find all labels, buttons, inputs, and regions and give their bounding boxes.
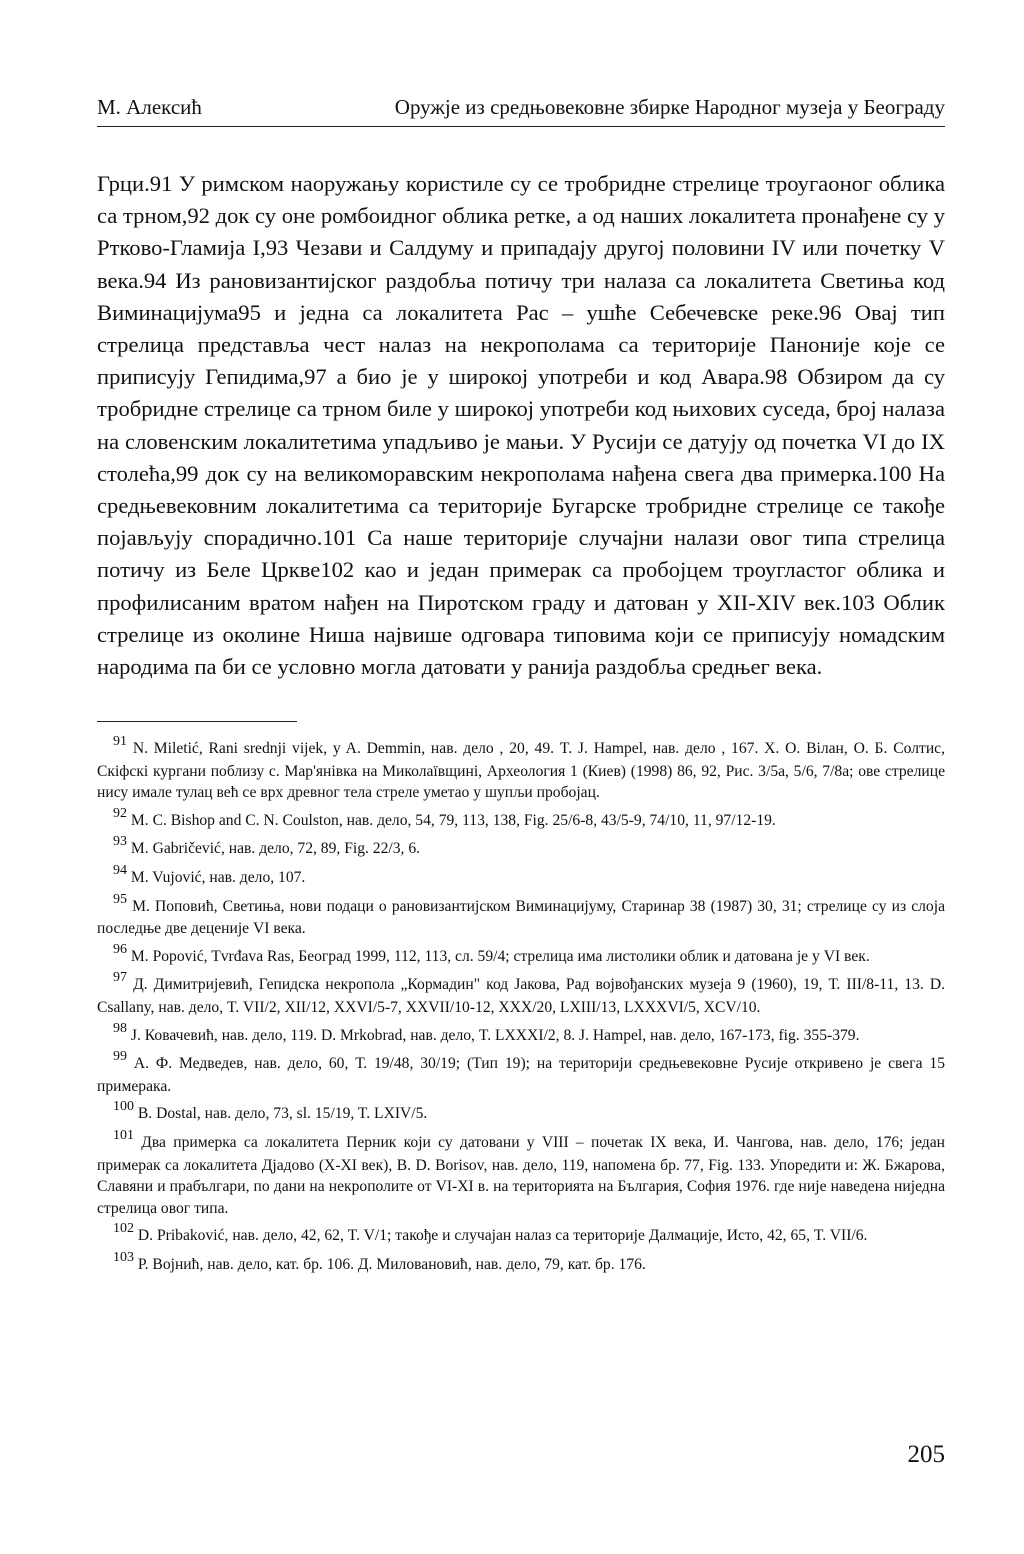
footnote-92 [97,805,945,833]
footnote-number: 96 [113,941,127,957]
footnote-91 [97,734,945,804]
footnote-94 [97,862,945,890]
body-paragraph: Грци.91 У римском наоружању користиле су се тробридне стрелице троугаоног облика са трном,92 док су оне ромбоидног облика ретке, а од наших локалитета пронађене су у Ртково-Гламија I,93 Чезави и Салдуму и припадају другој половини IV или почетку V века.94 Из рановизантијског раздобља потичу три налаза са локалитета Светиња код Виминацијума95 и једна са локалитета Рас – ушће Себечевске реке.96 Овај тип стрелица представља чест налаз на некрополама са територије Панонијe које се приписују Гепидима,97 а био је у широкој употреби и код Авара.98 Обзиром да су тробридне стрелице са трном биле у широкој употреби код њихових суседа, број налаза на словенским локалитетима упадљиво је мањи. У Русији се датују од почетка VI до IX столећа,99 док су на великоморавским некрополама нађена свега два примерка.100 На средњевековним локалитетима са територије Бугарске тробридне стрелице се такође појављују спорадично.101 Са наше територије случајни налази овог типа стрелица потичу из Беле Цркве102 као и један примерак са пробојцем троугластог облика и профилисаним вратом нађен на Пиротском граду и датован у XII-XIV век.103 Облик стрелице из околине Ниша највише одговара типовима који се приписују номадским народима па би се условно могла датовати у ранија раздобља средњег века. [97,171,945,680]
page-number: 205 [907,1441,945,1468]
footnote-93 [97,834,945,861]
footnote-text: M. Vujović, нав. дело, 107. [130,868,306,886]
footnote-number: 98 [113,1020,127,1036]
footnote-97 [97,970,946,1018]
footnote-text: D. Pribaković, нав. дело, 42, 62, T. V/1; такође и случајан налаз са територије Далмације, Исто, 42, 65, T. VII/6. [137,1227,868,1245]
footnote-number: 95 [113,891,127,907]
footnote-text: N. Miletić, Rani srednji vijek, y A. Demmin, нав. дело , 20, 49. T. J. Hampel, нав. дело , 167. X. O. Вілан, О. Б. Солтис, Скіфскі кургани поблизу с. Мар'янівка на Миколаївщині, Археология 1 (Киев) (1998) 86, 92, Рис. 3/5а, 5/6, 7/8а; ове стрелице нису имале тулац већ се врх древног тела стреле уметао у шупљи пробојац. [97,740,945,802]
footnote-text: Р. Војнић, нав. дело, кат. бр. 106. Д. Миловановић, нав. дело, 79, кат. бр. 176. [137,1255,646,1273]
footnote-103 [97,1249,945,1277]
footnote-number: 99 [113,1049,127,1065]
footnote-102 [97,1221,945,1248]
footnote-101 [97,1127,945,1219]
header-author: М. Алексић [97,95,202,119]
footnote-number: 102 [113,1221,134,1237]
footnote-text: А. Ф. Медведев, нав. дело, 60, Т. 19/48, 30/19; (Тип 19); на територији средњевековне Русије откривено је свега 15 примерака. [97,1055,945,1095]
footnote-100 [97,1099,945,1126]
footnote-number: 97 [113,970,127,986]
footnote-text: M. C. Bishop and C. N. Coulston, нав. дело, 54, 79, 113, 138, Fig. 25/6-8, 43/5-9, 74/10, 11, 97/12-19. [130,811,776,829]
footnote-text: J. Ковачевић, нав. дело, 119. D. Mrkobrad, нав. дело, T. LXXXI/2, 8. J. Hampel, нав. дело, 167-173, fig. 355-379. [130,1026,860,1044]
footnote-text: M. Popović, Tvrđava Ras, Београд 1999, 112, 113, сл. 59/4; стрелица има листолики облик и датована је у VI век. [130,947,870,965]
footnote-number: 93 [113,834,127,850]
footnote-number: 101 [113,1127,134,1143]
footnote-number: 103 [113,1249,134,1265]
footnote-number: 91 [113,734,127,749]
footnote-text: Два примерка са локалитета Перник који су датовани у VIII – почетак IX века, И. Чангова, нав. дело, 176; један примерак са локалитета Дјадово (X-XI век), B. D. Borisov, нав. дело, 119, напомена бр. 77, Fig. 133. Упоредити и: Ж. Бжарова, Славяни и прабългари, по дани на некрополите от VI-XI в. на територията на България, София 1976. где није наведена ниједна стрелица овог типа. [97,1133,945,1217]
footnote-95 [97,891,945,940]
footnote-98 [97,1020,945,1048]
footnote-divider [97,721,297,722]
footnote-96 [97,941,945,969]
running-header [97,92,945,127]
footnote-number: 100 [113,1099,134,1115]
footnote-number: 94 [113,862,127,878]
footnote-99 [97,1049,945,1097]
header-title: Оружје из средњовековне збирке Народног музеја у Београду [394,95,945,119]
footnote-text: M. Gabričević, нав. дело, 72, 89, Fig. 22/3, 6. [130,840,421,858]
footnote-text: М. Поповић, Светиња, нови подаци о рановизантијском Виминацијуму, Старинар 38 (1987) 30, 31; стрелице су из слоја последње две деценије VI века. [97,897,945,938]
footnotes-list [97,734,946,1282]
footnote-number: 92 [113,805,127,821]
main-text [97,168,945,683]
footnote-text: B. Dostal, нав. дело, 73, sl. 15/19, T. LXIV/5. [137,1105,428,1123]
footnote-text: Д. Димитријевић, Гепидска некропола „Кормадин" код Јакова, Рад војвођанских музеја 9 (1960), 19, Т. III/8-11, 13. D. Csallany, нав. дело, T. VII/2, XII/12, XXVI/5-7, XXVII/10-12, XXX/20, LXIII/13, LXXXVI/5, XCV/10. [97,976,946,1016]
